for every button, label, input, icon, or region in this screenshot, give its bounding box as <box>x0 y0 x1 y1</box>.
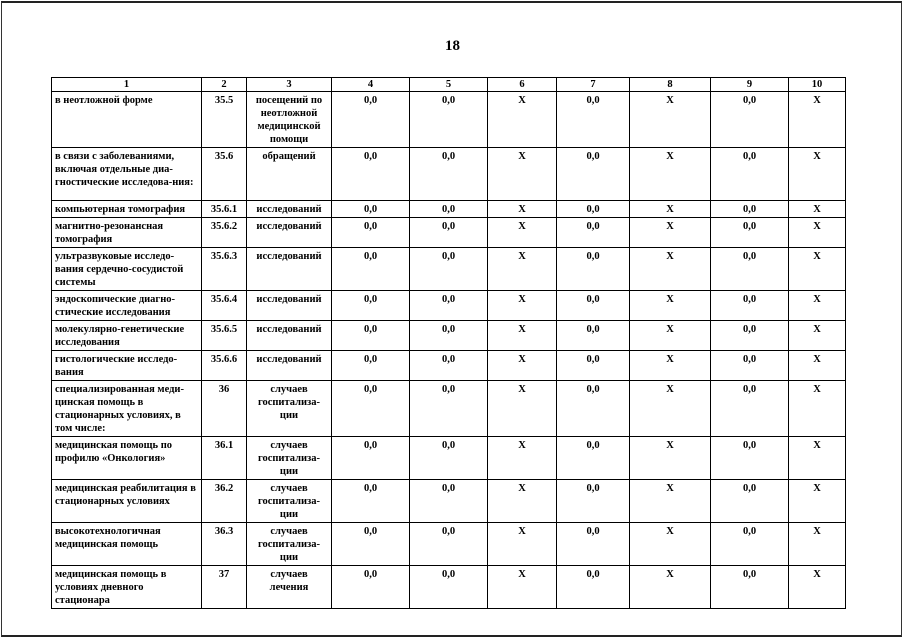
row-unit-cell: исследований <box>247 248 332 291</box>
table-row <box>52 92 846 148</box>
value-cell-9: 0,0 <box>711 248 789 291</box>
row-code-cell: 35.6.2 <box>202 218 247 248</box>
value-cell-6: Х <box>488 92 557 148</box>
value-cell-8: Х <box>630 381 711 437</box>
value-cell-8: Х <box>630 201 711 218</box>
row-unit-cell: случаев госпитализа-ции <box>247 381 332 437</box>
row-unit-cell: случаев госпитализа-ции <box>247 480 332 523</box>
value-cell-10: Х <box>789 201 846 218</box>
value-cell-9: 0,0 <box>711 480 789 523</box>
table-row <box>52 291 846 321</box>
value-cell-6: Х <box>488 218 557 248</box>
value-cell-7: 0,0 <box>557 321 630 351</box>
row-name-cell: медицинская помощь в условиях дневного стационара <box>52 566 202 609</box>
value-cell-7: 0,0 <box>557 291 630 321</box>
value-cell-4: 0,0 <box>332 218 410 248</box>
row-unit-cell: случаев госпитализа-ции <box>247 437 332 480</box>
value-cell-9: 0,0 <box>711 523 789 566</box>
value-cell-9: 0,0 <box>711 148 789 201</box>
value-cell-5: 0,0 <box>410 248 488 291</box>
value-cell-6: Х <box>488 351 557 381</box>
table-row <box>52 201 846 218</box>
value-cell-4: 0,0 <box>332 321 410 351</box>
value-cell-9: 0,0 <box>711 437 789 480</box>
value-cell-9: 0,0 <box>711 381 789 437</box>
value-cell-4: 0,0 <box>332 480 410 523</box>
table-row <box>52 480 846 523</box>
row-code-cell: 36 <box>202 381 247 437</box>
value-cell-7: 0,0 <box>557 523 630 566</box>
value-cell-8: Х <box>630 523 711 566</box>
table-row <box>52 566 846 609</box>
row-name-cell: ультразвуковые исследо-вания сердечно-сосудистой системы <box>52 248 202 291</box>
data-table <box>51 77 846 609</box>
value-cell-5: 0,0 <box>410 148 488 201</box>
value-cell-10: Х <box>789 523 846 566</box>
value-cell-10: Х <box>789 148 846 201</box>
value-cell-7: 0,0 <box>557 201 630 218</box>
value-cell-10: Х <box>789 381 846 437</box>
table-row <box>52 148 846 201</box>
row-name-cell: в связи с заболеваниями, включая отдельные диа-гностические исследова-ния: <box>52 148 202 201</box>
table-row <box>52 437 846 480</box>
value-cell-8: Х <box>630 437 711 480</box>
row-code-cell: 35.6.3 <box>202 248 247 291</box>
value-cell-6: Х <box>488 248 557 291</box>
value-cell-7: 0,0 <box>557 248 630 291</box>
row-name-cell: высокотехнологичная медицинская помощь <box>52 523 202 566</box>
value-cell-8: Х <box>630 566 711 609</box>
row-unit-cell: случаев лечения <box>247 566 332 609</box>
table-row <box>52 351 846 381</box>
header-row <box>52 78 846 92</box>
value-cell-5: 0,0 <box>410 201 488 218</box>
column-header: 2 <box>202 78 247 92</box>
value-cell-7: 0,0 <box>557 148 630 201</box>
value-cell-8: Х <box>630 321 711 351</box>
table-row <box>52 321 846 351</box>
value-cell-9: 0,0 <box>711 291 789 321</box>
value-cell-8: Х <box>630 480 711 523</box>
value-cell-4: 0,0 <box>332 201 410 218</box>
value-cell-7: 0,0 <box>557 218 630 248</box>
value-cell-6: Х <box>488 321 557 351</box>
value-cell-6: Х <box>488 437 557 480</box>
value-cell-6: Х <box>488 381 557 437</box>
row-code-cell: 35.6 <box>202 148 247 201</box>
row-code-cell: 35.6.4 <box>202 291 247 321</box>
table-row <box>52 218 846 248</box>
column-header: 9 <box>711 78 789 92</box>
value-cell-6: Х <box>488 291 557 321</box>
value-cell-10: Х <box>789 291 846 321</box>
value-cell-4: 0,0 <box>332 248 410 291</box>
value-cell-10: Х <box>789 321 846 351</box>
value-cell-6: Х <box>488 201 557 218</box>
value-cell-4: 0,0 <box>332 566 410 609</box>
column-header: 7 <box>557 78 630 92</box>
column-header: 10 <box>789 78 846 92</box>
value-cell-9: 0,0 <box>711 218 789 248</box>
value-cell-6: Х <box>488 480 557 523</box>
row-code-cell: 35.6.1 <box>202 201 247 218</box>
page-number: 18 <box>445 38 460 54</box>
value-cell-10: Х <box>789 218 846 248</box>
value-cell-10: Х <box>789 92 846 148</box>
value-cell-5: 0,0 <box>410 321 488 351</box>
row-code-cell: 35.5 <box>202 92 247 148</box>
row-name-cell: молекулярно-генетические исследования <box>52 321 202 351</box>
value-cell-10: Х <box>789 248 846 291</box>
value-cell-8: Х <box>630 218 711 248</box>
value-cell-10: Х <box>789 437 846 480</box>
value-cell-7: 0,0 <box>557 381 630 437</box>
value-cell-4: 0,0 <box>332 92 410 148</box>
value-cell-5: 0,0 <box>410 437 488 480</box>
column-header: 1 <box>52 78 202 92</box>
row-code-cell: 37 <box>202 566 247 609</box>
column-header: 5 <box>410 78 488 92</box>
column-header: 4 <box>332 78 410 92</box>
value-cell-5: 0,0 <box>410 218 488 248</box>
table-body <box>52 92 846 609</box>
value-cell-5: 0,0 <box>410 351 488 381</box>
row-name-cell: специализированная меди-цинская помощь в стационарных условиях, в том числе: <box>52 381 202 437</box>
row-code-cell: 35.6.6 <box>202 351 247 381</box>
value-cell-4: 0,0 <box>332 381 410 437</box>
row-name-cell: в неотложной форме <box>52 92 202 148</box>
value-cell-5: 0,0 <box>410 92 488 148</box>
column-header: 3 <box>247 78 332 92</box>
value-cell-7: 0,0 <box>557 92 630 148</box>
value-cell-9: 0,0 <box>711 351 789 381</box>
row-code-cell: 36.1 <box>202 437 247 480</box>
row-name-cell: компьютерная томография <box>52 201 202 218</box>
row-name-cell: медицинская помощь по профилю «Онкология» <box>52 437 202 480</box>
row-unit-cell: посещений по неотложной медицинской помощи <box>247 92 332 148</box>
value-cell-6: Х <box>488 566 557 609</box>
value-cell-6: Х <box>488 148 557 201</box>
value-cell-7: 0,0 <box>557 351 630 381</box>
value-cell-4: 0,0 <box>332 291 410 321</box>
value-cell-7: 0,0 <box>557 437 630 480</box>
value-cell-8: Х <box>630 92 711 148</box>
value-cell-7: 0,0 <box>557 480 630 523</box>
row-code-cell: 36.3 <box>202 523 247 566</box>
row-unit-cell: исследований <box>247 291 332 321</box>
value-cell-10: Х <box>789 480 846 523</box>
value-cell-8: Х <box>630 148 711 201</box>
value-cell-10: Х <box>789 566 846 609</box>
row-name-cell: медицинская реабилитация в стационарных условиях <box>52 480 202 523</box>
value-cell-4: 0,0 <box>332 437 410 480</box>
value-cell-5: 0,0 <box>410 566 488 609</box>
table-row <box>52 523 846 566</box>
table-row <box>52 248 846 291</box>
value-cell-4: 0,0 <box>332 148 410 201</box>
table-row <box>52 381 846 437</box>
row-unit-cell: исследований <box>247 218 332 248</box>
value-cell-4: 0,0 <box>332 351 410 381</box>
value-cell-9: 0,0 <box>711 321 789 351</box>
value-cell-8: Х <box>630 291 711 321</box>
row-unit-cell: исследований <box>247 351 332 381</box>
value-cell-5: 0,0 <box>410 480 488 523</box>
row-code-cell: 36.2 <box>202 480 247 523</box>
value-cell-9: 0,0 <box>711 201 789 218</box>
row-name-cell: гистологические исследо-вания <box>52 351 202 381</box>
value-cell-5: 0,0 <box>410 523 488 566</box>
value-cell-4: 0,0 <box>332 523 410 566</box>
row-name-cell: эндоскопические диагно-стические исследования <box>52 291 202 321</box>
value-cell-5: 0,0 <box>410 291 488 321</box>
value-cell-9: 0,0 <box>711 566 789 609</box>
value-cell-9: 0,0 <box>711 92 789 148</box>
row-name-cell: магнитно-резонансная томография <box>52 218 202 248</box>
value-cell-5: 0,0 <box>410 381 488 437</box>
value-cell-7: 0,0 <box>557 566 630 609</box>
row-unit-cell: обращений <box>247 148 332 201</box>
column-header: 8 <box>630 78 711 92</box>
value-cell-6: Х <box>488 523 557 566</box>
value-cell-8: Х <box>630 248 711 291</box>
value-cell-8: Х <box>630 351 711 381</box>
row-unit-cell: случаев госпитализа-ции <box>247 523 332 566</box>
row-code-cell: 35.6.5 <box>202 321 247 351</box>
row-unit-cell: исследований <box>247 321 332 351</box>
value-cell-10: Х <box>789 351 846 381</box>
row-unit-cell: исследований <box>247 201 332 218</box>
column-header: 6 <box>488 78 557 92</box>
